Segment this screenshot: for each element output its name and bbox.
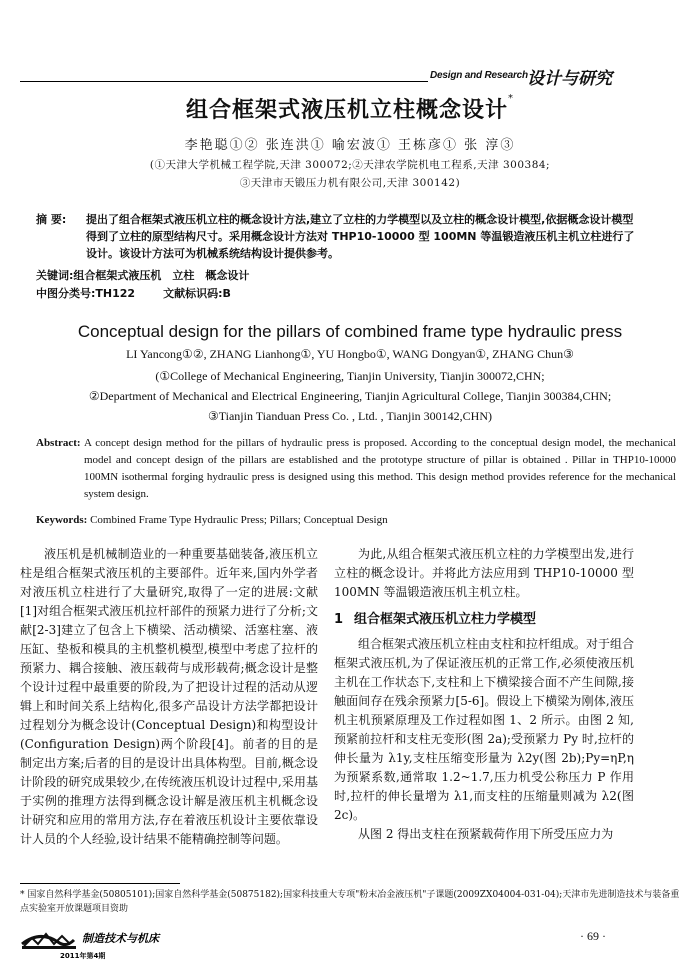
body-paragraph-model: 组合框架式液压机立柱由支柱和拉杆组成。对于组合框架式液压机,为了保证液压机的正常工作,必须使液压机主机在工作状态下,支柱和上下横梁接合面不产生间隙,接触面间存在残余预紧力[5-6]。假设上下横梁为刚体,液压机主机预紧原理及工作过程如图 1、2 所示。由图 2 知,预紧前拉杆和支柱无变形(图 2a);受预紧力 Py 时,拉杆的伸长量为 λ1y,支柱压缩变形量为 λ2y(图 2b);Py=ηP,η 为预紧系数,通常取 1.2~1.7,压力机受公称压力 P 作用时,拉杆的伸长量增为 λ1,而支柱的压缩量则减为 λ2(图 2c)。 xyxy=(334,637,635,822)
abstract-cn xyxy=(36,211,636,262)
journal-logo xyxy=(20,922,200,962)
body-paragraph-intro: 液压机是机械制造业的一种重要基础装备,液压机立柱是组合框架式液压机的主要部件。近年来,国内外学者对液压机立柱进行了大量研究,取得了一定的进展:文献[1]对组合框架式液压机拉杆部件的预紧力进行了分析;文献[2-3]建立了包含上下横梁、活动横梁、活塞柱塞、液压缸、垫板和模具的主机整机模型,模型中考虑了拉杆的预紧力、耦合接触、液压载荷与成形载荷;概念设计是整个设计过程中最重要的阶段,为了把设计过程的活动从逻辑上和时间关系上结构化,很多产品设计方法学都把设计过程划分为概念设计(Conceptual Design)和构型设计(Configuration Design)两个阶段[4]。前者的目的是制定出方案;后者的目的是设计出具体构型。目前,概念设计阶段的研究成果较少,在传统液压机设计过程中,采用基于实例的推理方法得到概念设计解是液压机主机概念设计研究和应用的常用方法,存在着液压机设计主要依靠设计人员的个人经验,设计结果不能精确控制等问题。 xyxy=(20,547,318,846)
classification-number: 中图分类号:TH122 xyxy=(36,287,136,300)
affiliation-en-line-2: ②Department of Mechanical and Electrical Engineering, Tianjin Agricultural College, Tianjin 300384,CHN; xyxy=(88,389,612,403)
keywords-en xyxy=(36,514,388,526)
document-code: 文献标识码:B xyxy=(163,287,231,300)
journal-issue: 2011年第4期 xyxy=(60,952,106,960)
abstract-en-label: Abstract: xyxy=(36,437,81,449)
section-number: 1 xyxy=(334,612,344,627)
journal-name: 制造技术与机床 xyxy=(82,932,159,945)
footnote-rule xyxy=(20,883,180,884)
affiliation-cn-line-2: ③天津市天锻压力机有限公司,天津 300142) xyxy=(239,177,461,189)
affiliation-en-line-1: (①College of Mechanical Engineering, Tianjin University, Tianjin 300072,CHN; xyxy=(155,369,545,383)
body-paragraph-purpose: 为此,从组合框架式液压机立柱的力学模型出发,进行立柱的概念设计。并将此方法应用到 THP10-10000 型 100MN 等温锻造液压机主机立柱。 xyxy=(334,547,634,599)
affiliation-cn-line-1: (①天津大学机械工程学院,天津 300072;②天津农学院机电工程系,天津 300384; xyxy=(149,159,551,171)
header-rule xyxy=(20,81,428,82)
authors-cn: 李艳聪①② 张连洪① 喻宏波① 王栋彦① 张 淳③ xyxy=(184,138,516,153)
abstract-en xyxy=(36,435,676,503)
page-number: · 69 · xyxy=(580,929,606,943)
body-paragraph-stress: 从图 2 得出支柱在预紧载荷作用下所受压应力为 xyxy=(358,827,614,841)
header-section-cn: 设计与研究 xyxy=(527,69,612,89)
affiliation-en-line-3: ③Tianjin Tianduan Press Co. , Ltd. , Tianjin 300142,CHN) xyxy=(207,409,493,423)
keywords-en-text: Combined Frame Type Hydraulic Press; Pillars; Conceptual Design xyxy=(90,514,388,526)
body-right-column xyxy=(334,545,634,844)
paper-title-cn xyxy=(0,93,700,124)
authors-en: LI Yancong①②, ZHANG Lianhong①, YU Hongbo①, WANG Dongyan①, ZHANG Chun③ xyxy=(126,347,574,361)
keywords-cn: 关键词:组合框架式液压机 立柱 概念设计 xyxy=(36,269,250,282)
abstract-en-text: A concept design method for the pillars of hydraulic press is proposed. According to the conceptual design model, the mechanical model and concept design of the pillars are established and the prototype structure of pillar is obtained . Pillar in THP10-10000 100MN isothermal forging hydraulic press is designed using this method. This design method provides reference for the mechanical system design. xyxy=(84,437,676,500)
section-title: 组合框架式液压机立柱力学模型 xyxy=(354,612,537,627)
title-footnote-mark: * xyxy=(508,93,514,104)
journal-logo-icon xyxy=(20,922,200,962)
funding-footnote: * 国家自然科学基金(50805101);国家自然科学基金(50875182);国家科技重大专项"粉末冶金液压机"子课题(2009ZX04004-031-04);天津市先进制造技术与装备重点实验室开放课题项目资助 xyxy=(20,890,680,914)
paper-title-cn-text: 组合框架式液压机立柱概念设计 xyxy=(185,98,508,123)
classification-cn xyxy=(36,285,231,301)
abstract-cn-text: 提出了组合框架式液压机立柱的概念设计方法,建立了立柱的力学模型以及立柱的概念设计模型,依据概念设计模型得到了立柱的原型结构尺寸。采用概念设计方法对 THP10-10000 型 100MN 等温锻造液压机主机立柱进行了设计。该设计方法可为机械系统结构设计提供参考。 xyxy=(86,213,635,260)
section-heading-1 xyxy=(334,610,634,629)
paper-title-en: Conceptual design for the pillars of combined frame type hydraulic press xyxy=(77,322,623,341)
keywords-en-label: Keywords: xyxy=(36,514,88,526)
abstract-cn-label: 摘 要: xyxy=(36,213,67,226)
body-left-column xyxy=(20,545,318,849)
header-section-en: Design and Research xyxy=(430,70,528,81)
